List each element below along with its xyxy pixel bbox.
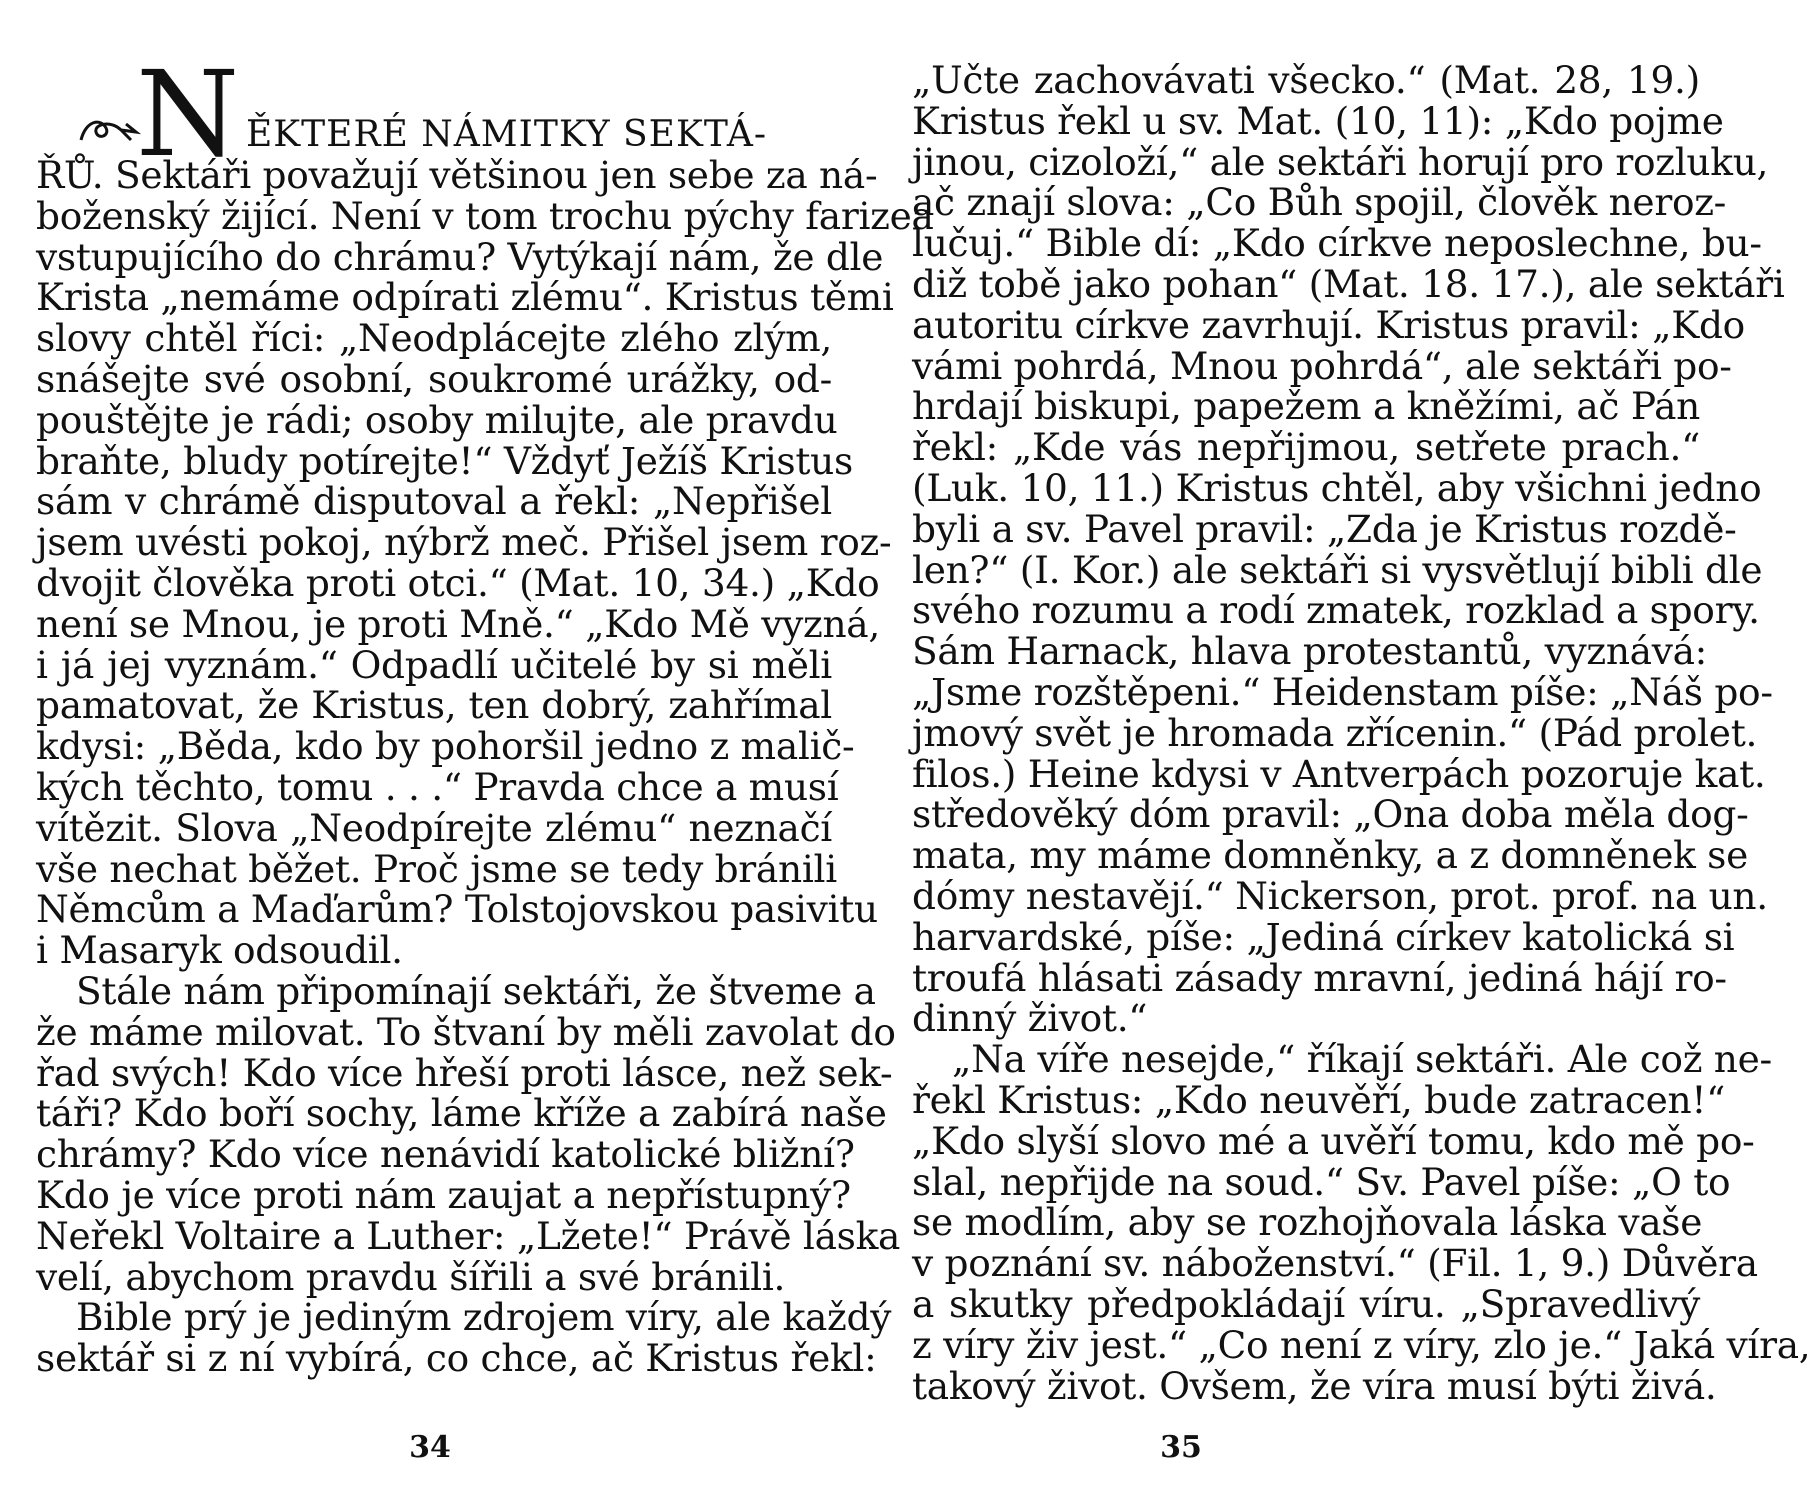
text-line: a skutky předpokládají víru. „Spravedlivý xyxy=(912,1281,1700,1326)
text-line: není se Mnou, je proti Mně.“ „Kdo Mě vyzná, xyxy=(36,601,880,646)
text-line: snášejte své osobní, soukromé urážky, od- xyxy=(36,356,832,401)
text-line: vámi pohrdá, Mnou pohrdá“, ale sektáři po- xyxy=(912,343,1732,388)
text-line: dinný život.“ xyxy=(912,996,1148,1041)
text-line: Kdo je více proti nám zaujat a nepřístupný? xyxy=(36,1172,851,1217)
text-line: hrdají biskupi, papežem a kněžími, ač Pán xyxy=(912,384,1700,429)
page-number-left: 34 xyxy=(409,1430,451,1465)
text-line: braňte, bludy potírejte!“ Vždyť Ježíš Kristus xyxy=(36,438,853,483)
text-line: harvardské, píše: „Jediná církev katolická si xyxy=(912,914,1735,959)
text-line: Krista „nemáme odpírati zlému“. Kristus těmi xyxy=(36,275,894,320)
text-line: Kristus řekl u sv. Mat. (10, 11): „Kdo pojme xyxy=(912,98,1724,143)
text-line: pouštějte je rádi; osoby milujte, ale pravdu xyxy=(36,397,838,442)
text-line: svého rozumu a rodí zmatek, rozklad a spory. xyxy=(912,588,1760,633)
text-line: „Kdo slyší slovo mé a uvěří tomu, kdo mě po- xyxy=(912,1118,1755,1163)
text-line: řad svých! Kdo více hřeší proti lásce, než sek- xyxy=(36,1050,893,1095)
text-line: autoritu církve zavrhují. Kristus pravil: „Kdo xyxy=(912,302,1745,347)
text-line: Stále nám připomínají sektáři, že štveme a xyxy=(76,968,876,1013)
text-line: táři? Kdo boří sochy, láme kříže a zabírá naše xyxy=(36,1091,887,1136)
text-line: dvojit člověka proti otci.“ (Mat. 10, 34.) „Kdo xyxy=(36,560,880,605)
text-line: i já jej vyznám.“ Odpadlí učitelé by si měli xyxy=(36,642,832,687)
text-line: lučuj.“ Bible dí: „Kdo církve neposlechne, bu- xyxy=(912,221,1762,266)
text-line: vstupujícího do chrámu? Vytýkají nám, že dle xyxy=(36,234,884,279)
left-paragraphs xyxy=(36,153,934,1381)
text-line: len?“ (I. Kor.) ale sektáři si vysvětlují bibli dle xyxy=(912,547,1763,592)
text-line: dómy nestavějí.“ Nickerson, prot. prof. na un. xyxy=(912,873,1768,918)
text-line: „Učte zachovávati všecko.“ (Mat. 28, 19.) xyxy=(912,58,1700,102)
text-line: (Luk. 10, 11.) Kristus chtěl, aby všichni jedno xyxy=(912,465,1762,510)
text-line: slovy chtěl říci: „Neodplácejte zlého zlým, xyxy=(36,316,832,361)
text-line: jmový svět je hromada zřícenin.“ (Pád prolet. xyxy=(912,710,1758,755)
text-line: velí, abychom pravdu šířili a své bránili. xyxy=(36,1254,786,1299)
text-line: filos.) Heine kdysi v Antverpách pozoruje kat. xyxy=(912,751,1766,796)
text-line: diž tobě jako pohan“ (Mat. 18. 17.), ale sektáři xyxy=(912,261,1785,306)
text-line: chrámy? Kdo více nenávidí katolické bližní? xyxy=(36,1132,855,1177)
text-line: Bible prý je jediným zdrojem víry, ale každý xyxy=(76,1295,892,1340)
drop-cap: N xyxy=(136,45,239,183)
text-line: jsem uvésti pokoj, nýbrž meč. Přišel jsem roz- xyxy=(36,520,892,565)
page-number-right: 35 xyxy=(1160,1430,1202,1465)
text-line: ač znají slova: „Co Bůh spojil, člověk neroz- xyxy=(912,180,1727,225)
text-line: sektář si z ní vybírá, co chce, ač Kristus řekl: xyxy=(36,1336,877,1381)
text-line: Sám Harnack, hlava protestantů, vyznává: xyxy=(912,629,1708,674)
text-line: byli a sv. Pavel pravil: „Zda je Kristus rozdě- xyxy=(912,506,1737,551)
text-line: „Na víře nesejde,“ říkají sektáři. Ale což ne- xyxy=(952,1037,1772,1082)
text-line: vše nechat běžet. Proč jsme se tedy bránili xyxy=(36,846,837,891)
text-line: slal, nepřijde na soud.“ Sv. Pavel píše: „O to xyxy=(912,1159,1731,1204)
text-line: boženský žijící. Není v tom trochu pýchy farizea xyxy=(36,193,934,238)
text-line: pamatovat, že Kristus, ten dobrý, zahřímal xyxy=(36,683,832,728)
text-line: se modlím, aby se rozhojňovala láska vaše xyxy=(912,1200,1703,1245)
text-line: mata, my máme domněnky, a z domněnek se xyxy=(912,833,1749,878)
text-line: středověký dóm pravil: „Ona doba měla dog- xyxy=(912,792,1749,837)
text-line: takový život. Ovšem, že víra musí býti živá. xyxy=(912,1363,1717,1408)
text-line: v poznání sv. náboženství.“ (Fil. 1, 9.) Důvěra xyxy=(912,1241,1758,1286)
text-line: sám v chrámě disputoval a řekl: „Nepřišel xyxy=(36,479,832,524)
chapter-heading: ĚKTERÉ NÁMITKY SEKTÁ- xyxy=(246,114,768,155)
text-line: troufá hlásati zásady mravní, jediná hájí ro- xyxy=(912,955,1727,1000)
text-line: i Masaryk odsoudil. xyxy=(36,928,403,973)
text-line: Neřekl Voltaire a Luther: „Lžete!“ Právě láska xyxy=(36,1213,901,1258)
left-text-column xyxy=(36,45,934,1381)
text-line: kých těchto, tomu . . .“ Pravda chce a musí xyxy=(36,764,839,809)
text-line: že máme milovat. To štvaní by měli zavolat do xyxy=(36,1009,896,1054)
text-line: z víry živ jest.“ „Co není z víry, zlo je.“ Jaká víra, xyxy=(912,1322,1810,1367)
text-line: řekl Kristus: „Kdo neuvěří, bude zatracen!“ xyxy=(912,1077,1725,1122)
right-page xyxy=(863,0,1810,1500)
text-line: ŘŮ. Sektáři považují většinou jen sebe za ná- xyxy=(36,153,878,197)
text-line: „Jsme rozštěpeni.“ Heidenstam píše: „Náš po- xyxy=(912,669,1773,714)
text-line: vítězit. Slova „Neodpírejte zlému“ neznačí xyxy=(36,805,832,850)
text-line: řekl: „Kde vás nepřijmou, setřete prach.“ xyxy=(912,425,1700,470)
right-paragraphs xyxy=(912,58,1810,1408)
right-text-column xyxy=(912,58,1810,1408)
text-line: jinou, cizoloží,“ ale sektáři horují pro rozluku, xyxy=(912,139,1769,184)
text-line: kdysi: „Běda, kdo by pohoršil jedno z malič- xyxy=(36,724,855,769)
text-line: Němcům a Maďarům? Tolstojovskou pasivitu xyxy=(36,887,878,932)
